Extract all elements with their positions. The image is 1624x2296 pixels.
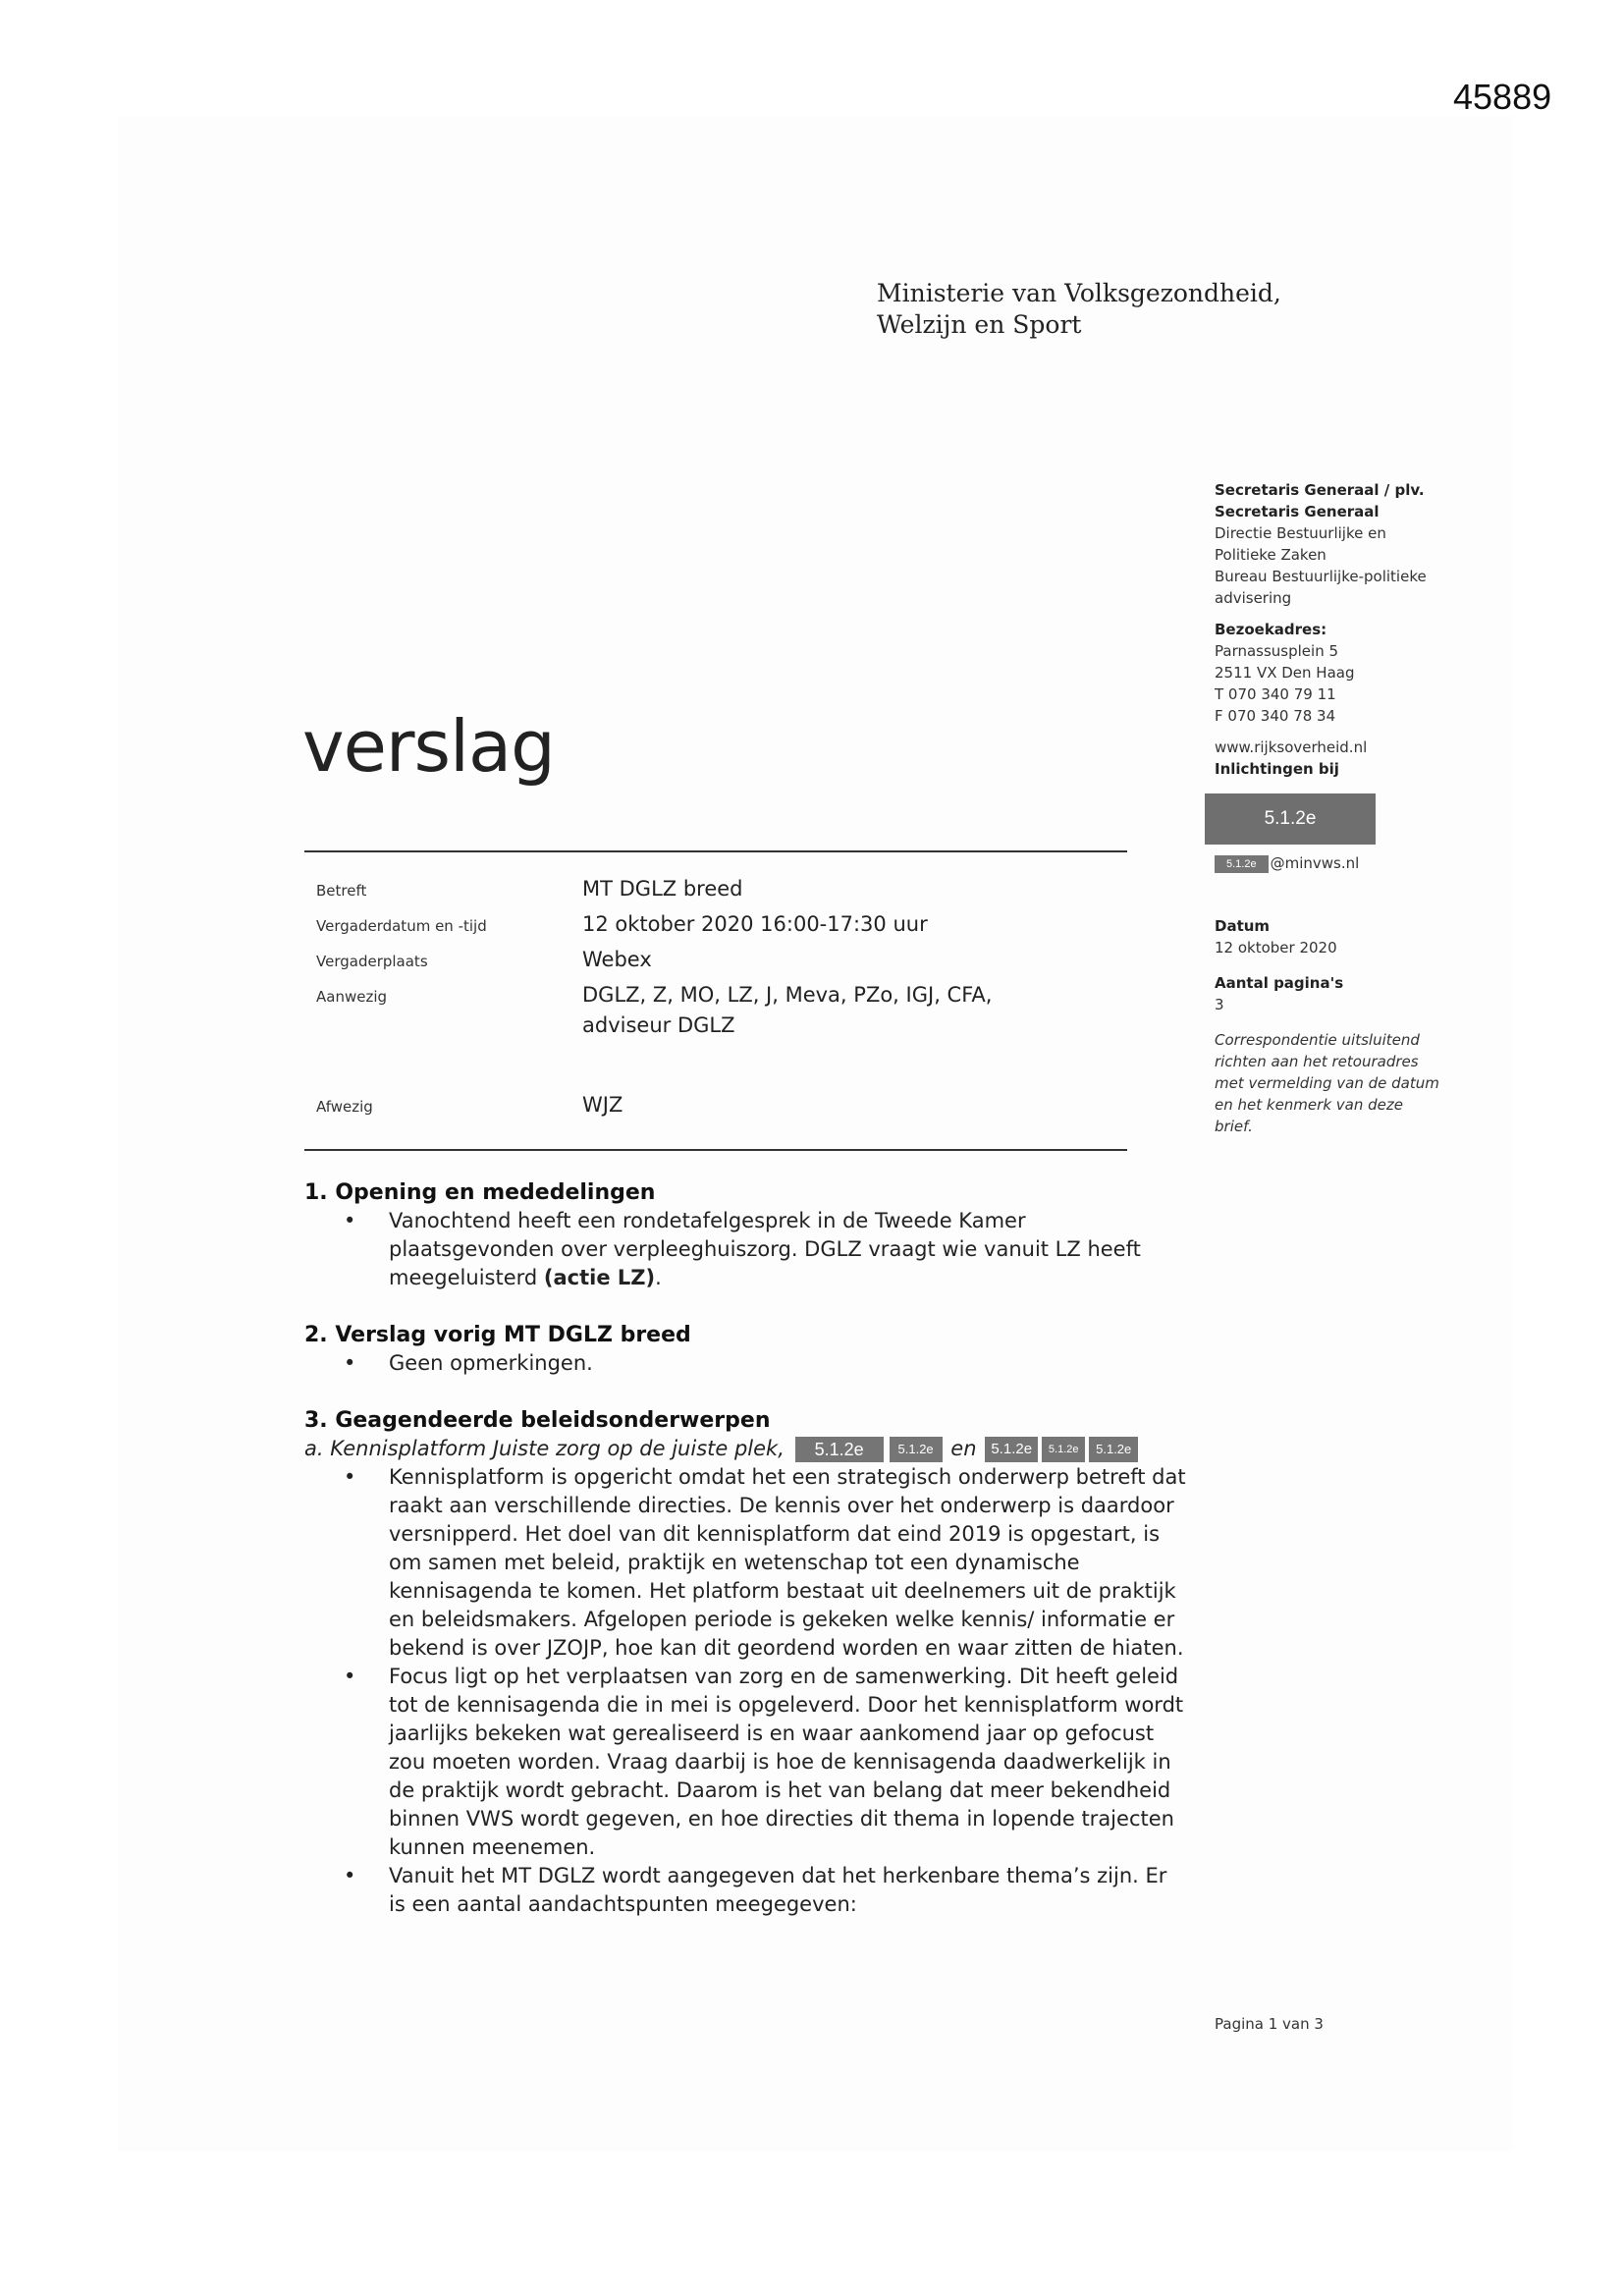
meta-label: Vergaderdatum en -tijd: [316, 917, 487, 935]
redaction-block: 5.1.2e: [985, 1437, 1038, 1462]
list-item: • Vanochtend heeft een rondetafelgesprek in de Tweede Kamer plaatsgevonden over verpleeghuiszorg. DGLZ vraagt wie vanuit LZ heeft meegeluisterd (actie LZ).: [344, 1209, 1141, 1289]
info-redaction: 5.1.2e: [1205, 793, 1376, 845]
address-line-3: T 070 340 79 11: [1215, 685, 1336, 703]
sender-dept-1: Directie Bestuurlijke en: [1215, 524, 1386, 542]
sender-dept-3: Bureau Bestuurlijke-politieke: [1215, 568, 1427, 585]
meta-value: DGLZ, Z, MO, LZ, J, Meva, PZo, IGJ, CFA,: [582, 983, 993, 1007]
address-line-2: 2511 VX Den Haag: [1215, 664, 1355, 682]
sender-org-2: Secretaris Generaal: [1215, 503, 1380, 520]
section-3: [304, 1406, 1188, 1919]
document-number: 45889: [1453, 77, 1552, 117]
list-item: • Focus ligt op het verplaatsen van zorg en de samenwerking. Dit heeft geleid tot de kennisagenda die in mei is opgeleverd. Door het kennisplatform wordt jaarlijks bekeken wat gerealiseerd is en waar aankomend jaar op gefocust zou moeten worden. Vraag daarbij is hoe de kennisagenda daadwerkelijk in de praktijk wordt gebracht. Daarom is het van belang dat meer bekendheid binnen VWS wordt gegeven, en hoe directies dit thema in lopende trajecten kunnen meenemen.: [344, 1665, 1184, 1859]
meta-value: WJZ: [582, 1093, 623, 1117]
bullet-icon: •: [344, 1209, 356, 1232]
bullet-icon: •: [344, 1864, 356, 1887]
sender-block: [1215, 479, 1509, 780]
email-domain: @minvws.nl: [1270, 854, 1360, 872]
date-value: 12 oktober 2020: [1215, 939, 1337, 957]
address-line-4: F 070 340 78 34: [1215, 707, 1336, 725]
list-item: • Kennisplatform is opgericht omdat het een strategisch onderwerp betreft dat raakt aan verschillende directies. De kennis over het onderwerp is daardoor versnipperd. Het doel van dit kennisplatform dat eind 2019 is opgestart, is om samen met beleid, praktijk en wetenschap tot een dynamische kennisagenda te komen. Het platform bestaat uit deelnemers uit de praktijk en beleidsmakers. Afgelopen periode is gekeken welke kennis/ informatie er bekend is over JZOJP, hoe kan dit geordend worden en waar zitten de hiaten.: [344, 1465, 1186, 1660]
address-line-1: Parnassusplein 5: [1215, 642, 1339, 660]
visit-address-label: Bezoekadres:: [1215, 621, 1327, 638]
list-item: • Vanuit het MT DGLZ wordt aangegeven dat het herkenbare thema’s zijn. Er is een aantal aandachtspunten meegegeven:: [344, 1864, 1167, 1916]
email-redaction: 5.1.2e: [1215, 855, 1269, 873]
section-heading: 1. Opening en mededelingen: [304, 1180, 656, 1205]
pages-label: Aantal pagina's: [1215, 974, 1344, 992]
bullet-icon: •: [344, 1665, 356, 1688]
redaction-block: 5.1.2e: [795, 1437, 884, 1462]
sender-dept-2: Politieke Zaken: [1215, 546, 1326, 564]
section-2: [304, 1321, 1188, 1378]
meta-label: Betreft: [316, 882, 367, 900]
table-top-rule: [304, 850, 1127, 852]
note-line-3: met vermelding van de datum: [1215, 1074, 1439, 1092]
sender-dept-4: advisering: [1215, 589, 1292, 607]
section-heading: 3. Geagendeerde beleidsonderwerpen: [304, 1408, 771, 1433]
pages-value: 3: [1215, 996, 1224, 1013]
date-label: Datum: [1215, 917, 1271, 935]
ministry-line-2: Welzijn en Sport: [877, 310, 1082, 339]
table-bottom-rule: [304, 1149, 1127, 1151]
meta-label: Vergaderplaats: [316, 953, 428, 970]
ministry-line-1: Ministerie van Volksgezondheid,: [877, 279, 1281, 307]
email-line: [1215, 854, 1359, 873]
meta-value: 12 oktober 2020 16:00-17:30 uur: [582, 912, 928, 936]
action-tag: (actie LZ): [543, 1266, 656, 1289]
meta-label: Afwezig: [316, 1098, 373, 1116]
meta-value: MT DGLZ breed: [582, 877, 743, 901]
section-heading: 2. Verslag vorig MT DGLZ breed: [304, 1323, 691, 1347]
meta-value: Webex: [582, 948, 652, 971]
sender-org-1: Secretaris Generaal / plv.: [1215, 481, 1425, 499]
ministry-logo-text: [877, 278, 1281, 341]
redaction-block: 5.1.2e: [1042, 1437, 1085, 1462]
redaction-block: 5.1.2e: [890, 1437, 943, 1462]
meta-value-cont: adviseur DGLZ: [582, 1013, 735, 1037]
bullet-icon: •: [344, 1351, 356, 1375]
bullet-icon: •: [344, 1465, 356, 1489]
meta-label: Aanwezig: [316, 988, 388, 1006]
document-title: verslag: [302, 705, 555, 788]
list-item: • Geen opmerkingen.: [304, 1349, 1188, 1378]
redaction-block: 5.1.2e: [1089, 1437, 1138, 1462]
subsection-heading: a. Kennisplatform Juiste zorg op de juiste plek, 5.1.2e 5.1.2e en 5.1.2e 5.1.2e 5.1.2e: [304, 1435, 1188, 1463]
website-link[interactable]: www.rijksoverheid.nl: [1215, 738, 1368, 756]
side-meta-block: [1215, 915, 1489, 1137]
info-label: Inlichtingen bij: [1215, 760, 1339, 778]
page-number: Pagina 1 van 3: [1215, 2015, 1324, 2033]
note-line-1: Correspondentie uitsluitend: [1215, 1031, 1420, 1049]
minutes-body: [304, 1178, 1188, 1919]
note-line-5: brief.: [1215, 1118, 1253, 1135]
note-line-4: en het kenmerk van deze: [1215, 1096, 1403, 1114]
note-line-2: richten aan het retouradres: [1215, 1053, 1419, 1070]
section-1: [304, 1178, 1188, 1292]
